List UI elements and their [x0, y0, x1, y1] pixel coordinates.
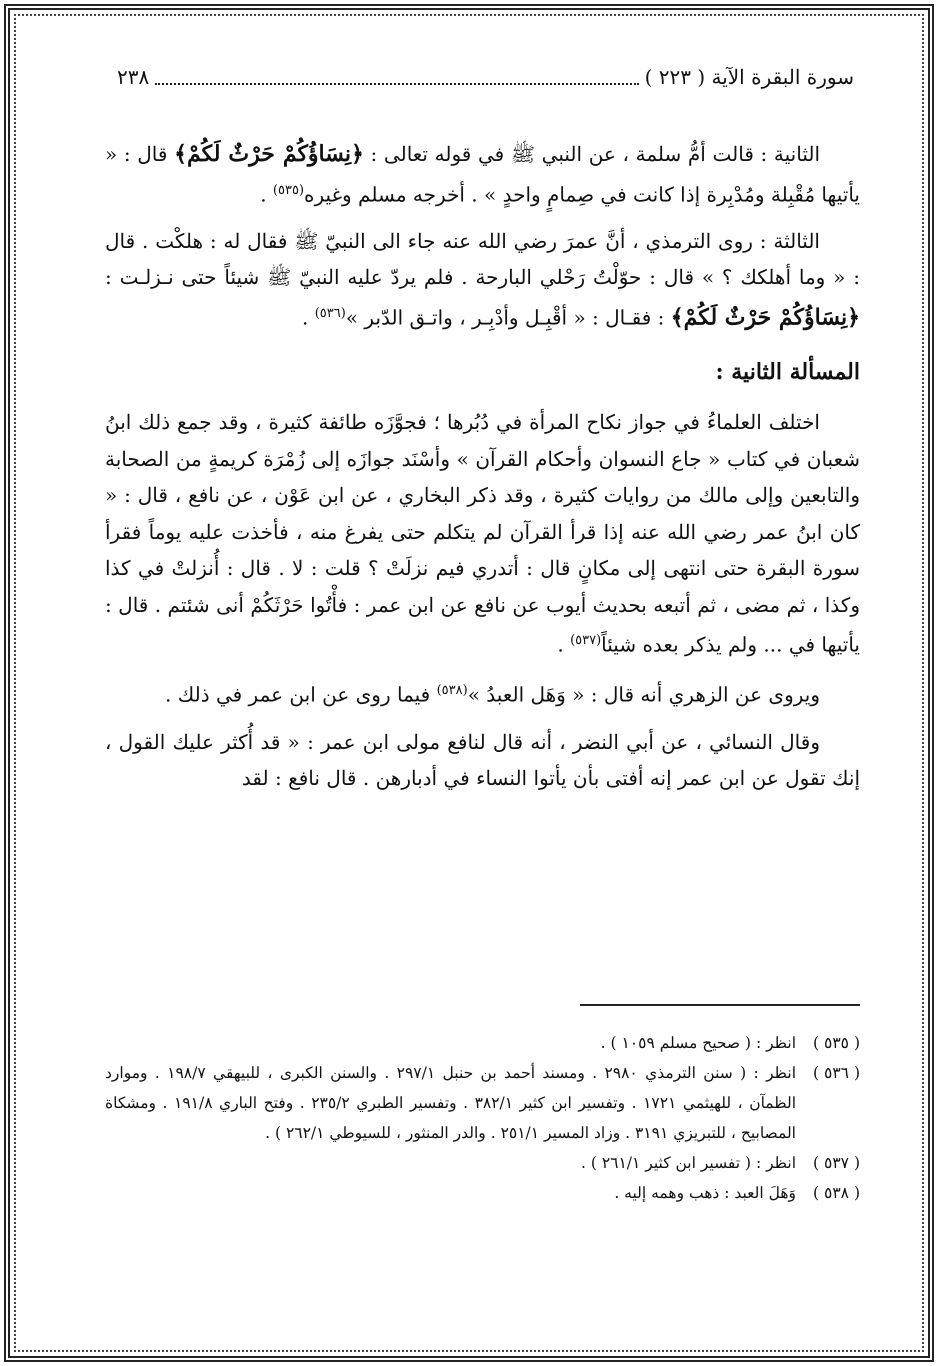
paragraph-text: . [557, 632, 571, 657]
footnote-number: ( ٥٣٨ ) [813, 1184, 860, 1202]
paragraph-text: ويروى عن الزهري أنه قال : « وَهَل العبدُ » [467, 683, 820, 708]
footnote-text: وَهَلَ العبد : ذهب وهمه إليه . [614, 1184, 796, 1202]
paragraph-zuhri [105, 673, 860, 713]
quran-quote: ﴿نِسَاؤُكُمْ حَرْثٌ لَكُمْ﴾ [670, 304, 860, 331]
book-page [60, 50, 860, 1330]
footnote-number: ( ٥٣٦ ) [813, 1064, 860, 1082]
main-text [105, 136, 860, 807]
footnote-item [105, 1028, 860, 1058]
paragraph-text: وقال النسائي ، عن أبي النضر ، أنه قال لنافع مولى ابن عمر : « قد أُكثر عليك القول ، إنك تقول عن ابن عمر إنه أفتى بأن يأتوا النساء في أدبارهن . قال نافع : لقد [105, 729, 860, 791]
section-heading: المسألة الثانية : [715, 358, 860, 385]
footnote-text: انظر : ( صحيح مسلم ١٠٥٩ ) . [600, 1034, 796, 1052]
footnote-item [105, 1148, 860, 1178]
footnotes [105, 1028, 860, 1208]
paragraph-third-point-1 [105, 136, 860, 213]
footnote-number: ( ٥٣٥ ) [813, 1034, 860, 1052]
paragraph-text: الثانية : قالت أمُّ سلمة ، عن النبي ﷺ في قوله تعالى : [363, 142, 821, 166]
footnote-ref: (٥٣٦) [314, 305, 346, 321]
footnote-separator [580, 1004, 860, 1006]
paragraph-text: اختلف العلماءُ في جواز نكاح المرأة في دُبُرها ؛ فجوَّزَه طائفة كثيرة ، وقد جمع ذلك ابنُ شعبان في كتاب « جاع النسوان وأحكام القرآن » وأسْنَد جوازَه إلى زُمْرَة كريمةٍ من الصحابة والتابعين وإلى مالك من روايات كثيرة ، وقد ذكر البخاري ، عن ابن عَوْن ، عن نافع ، قال : « كان ابنُ عمر رضي الله عنه إذا قرأ القرآن لم يتكلم حتى يفرغ منه ، فأخذت عليه يوماً فقرأ سورة البقرة حتى انتهى إلى مكانٍ قال : أتدري فيم نزلَتْ ؟ قلت : لا . قال : أُنزلتْ في كذا وكذا ، ثم مضى ، ثم أتبعه بحديث أيوب عن نافع عن ابن عمر : فأْتُوا حَرْثَكُمْ أنى شئتم . قال : يأتيها في ... ولم يذكر بعده شيئاً [105, 410, 860, 657]
paragraph-text: قال : « يأتيها مُقْبِلة ومُدْبِرة إذا كانت في صِمامٍ واحدٍ » . أخرجه مسلم وغيره [105, 142, 860, 207]
footnote-ref: (٥٣٧) [570, 633, 602, 649]
header-leader-dots [155, 69, 638, 85]
footnote-text: انظر : ( تفسير ابن كثير ٢٦١/١ ) . [581, 1154, 796, 1172]
paragraph-text: . [301, 305, 315, 330]
paragraph-text: الثالثة : روى الترمذي ، أنَّ عمرَ رضي الله عنه جاء الى النبيّ ﷺ فقال له : هلكْت . قال : « وما أهلكك ؟ » قال : حوّلْتُ رَحْلي البارحة . فلم يردّ عليه النبيّ ﷺ شيئاً حتى نـزلـت : [105, 228, 860, 290]
footnote-text: انظر : ( سنن الترمذي ٢٩٨٠ . ومسند أحمد بن حنبل ٢٩٧/١ . والسنن الكبرى ، للبيهقي ١٩٨/٧ . وموارد الظمآن ، للهيثمي ١٧٢١ . وتفسير ابن كثير ٣٨٢/١ . وتفسير الطبري ٢٣٥/٢ . وفتح الباري ١٩١/٨ . ومشكاة المصابيح ، للتبريزي ٣١٩١ . وزاد المسير ٢٥١/١ . والدر المنثور ، للسيوطي ٢٦٢/١ ) . [105, 1064, 797, 1142]
footnote-ref: (٥٣٨) [436, 683, 468, 699]
header-title: سورة البقرة الآية ( ٢٢٣ ) [644, 65, 854, 89]
footnote-number: ( ٥٣٧ ) [813, 1154, 860, 1172]
quran-quote: ﴿نِسَاؤُكُمْ حَرْثٌ لَكُمْ﴾ [174, 141, 364, 167]
paragraph-text: . [260, 182, 273, 207]
footnote-item [105, 1058, 860, 1148]
paragraph-third-point-2 [105, 223, 860, 336]
paragraph-text: فيما روى عن ابن عمر في ذلك . [165, 683, 437, 708]
paragraph-text: : فقـال : « أقْبِـل وأدْبِـر ، واتـق الدّبر » [345, 305, 671, 330]
footnote-item [105, 1178, 860, 1208]
paragraph-nasai [105, 724, 860, 797]
footnote-ref: (٥٣٥) [272, 182, 305, 198]
running-header [105, 62, 860, 92]
page-number: ٢٣٨ [117, 65, 150, 89]
paragraph-discussion [105, 404, 860, 663]
